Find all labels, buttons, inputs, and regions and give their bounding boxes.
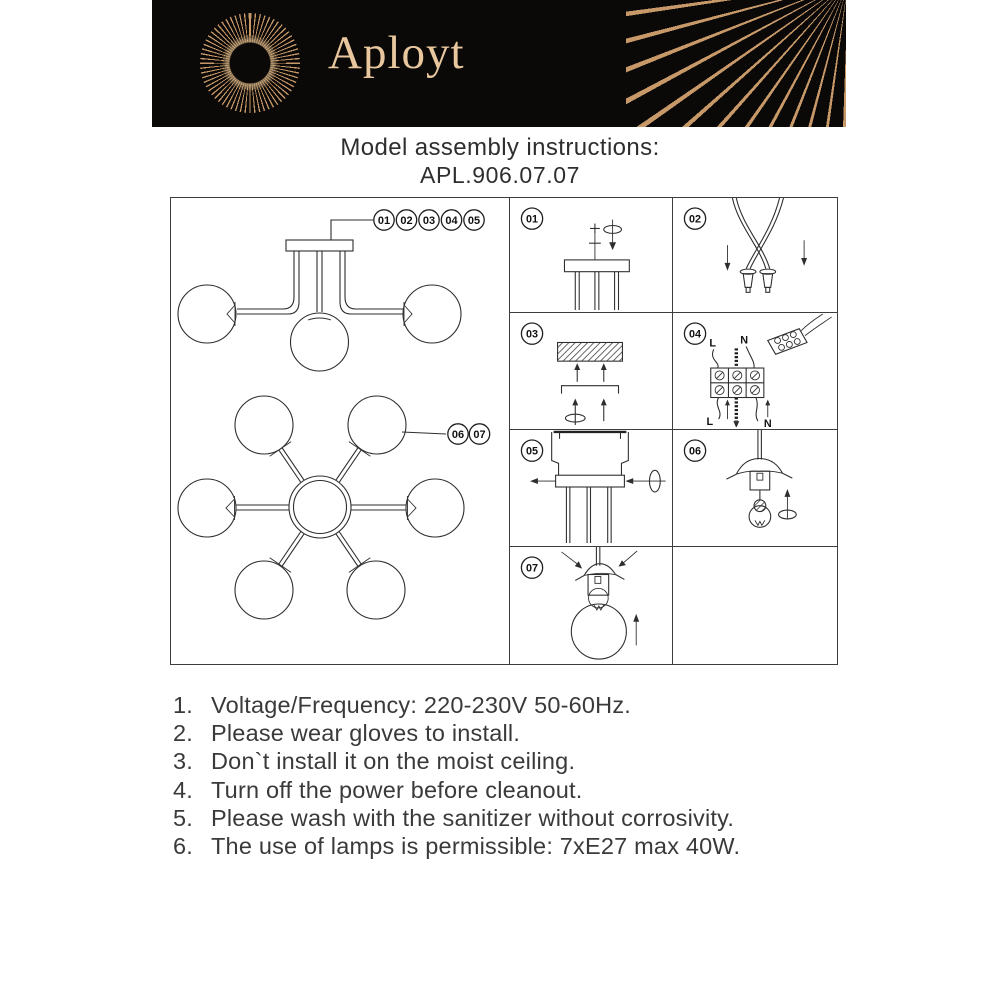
item-number: 2. <box>173 720 193 747</box>
svg-text:N: N <box>740 334 749 347</box>
callout-badges-06-07 <box>448 424 490 444</box>
item-text: Please wash with the sanitizer without corrosivity. <box>211 804 735 831</box>
panel-step-02 <box>673 198 837 313</box>
svg-text:04: 04 <box>689 328 702 341</box>
panel-step-05 <box>510 430 673 547</box>
svg-text:01: 01 <box>377 215 391 227</box>
svg-text:L: L <box>709 337 717 350</box>
step-06-drawing <box>673 430 835 544</box>
svg-text:07: 07 <box>473 429 486 441</box>
svg-text:04: 04 <box>445 215 458 227</box>
sunburst-logo-icon <box>200 13 300 113</box>
panel-step-03 <box>510 313 673 430</box>
panel-step-04 <box>673 313 837 430</box>
item-text: Don`t install it on the moist ceiling. <box>211 748 576 775</box>
item-number: 6. <box>173 833 193 860</box>
step-07-drawing <box>510 547 671 662</box>
step-01-drawing <box>510 198 671 311</box>
chandelier-overview-drawing <box>171 198 510 664</box>
item-number: 5. <box>173 804 193 831</box>
item-text: Please wear gloves to install. <box>211 720 521 747</box>
list-item <box>173 776 863 804</box>
svg-text:02: 02 <box>400 215 413 227</box>
item-number: 4. <box>173 776 193 803</box>
list-item <box>173 832 863 860</box>
item-number: 3. <box>173 748 193 775</box>
panel-empty <box>673 547 837 664</box>
svg-text:02: 02 <box>689 213 702 226</box>
panel-step-01 <box>510 198 673 313</box>
svg-text:03: 03 <box>526 328 539 341</box>
item-text: Voltage/Frequency: 220-230V 50-60Hz. <box>211 692 632 718</box>
instruction-list <box>173 691 863 860</box>
svg-text:05: 05 <box>467 215 481 227</box>
brand-name: Aployt <box>328 27 465 79</box>
svg-text:06: 06 <box>451 429 465 441</box>
assembly-diagram-table <box>170 197 838 665</box>
step-02-drawing <box>673 198 835 311</box>
terminal-block-3d <box>768 314 832 354</box>
step-04-drawing <box>673 313 835 427</box>
list-item <box>173 691 863 719</box>
svg-text:01: 01 <box>526 213 539 226</box>
item-text: Turn off the power before cleanout. <box>211 776 583 803</box>
callout-badges-01-05 <box>374 210 484 230</box>
model-number: APL.906.07.07 <box>420 162 580 188</box>
svg-text:07: 07 <box>526 562 539 575</box>
panel-overview <box>171 198 510 664</box>
list-item <box>173 747 863 775</box>
step-03-drawing <box>510 313 671 427</box>
ray-fan-decoration <box>626 0 846 127</box>
list-item <box>173 804 863 832</box>
svg-text:N: N <box>763 418 772 427</box>
svg-text:06: 06 <box>689 445 702 458</box>
brand-banner <box>152 0 846 127</box>
list-item <box>173 719 863 747</box>
svg-text:05: 05 <box>526 445 539 458</box>
panel-step-06 <box>673 430 837 547</box>
step-05-drawing <box>510 430 671 544</box>
svg-text:03: 03 <box>422 215 436 227</box>
panel-step-07 <box>510 547 673 664</box>
page-title: Model assembly instructions: <box>340 134 660 161</box>
item-text: The use of lamps is permissible: 7xE27 max 40W. <box>211 833 741 860</box>
svg-text:L: L <box>706 416 714 427</box>
item-number: 1. <box>173 692 193 718</box>
